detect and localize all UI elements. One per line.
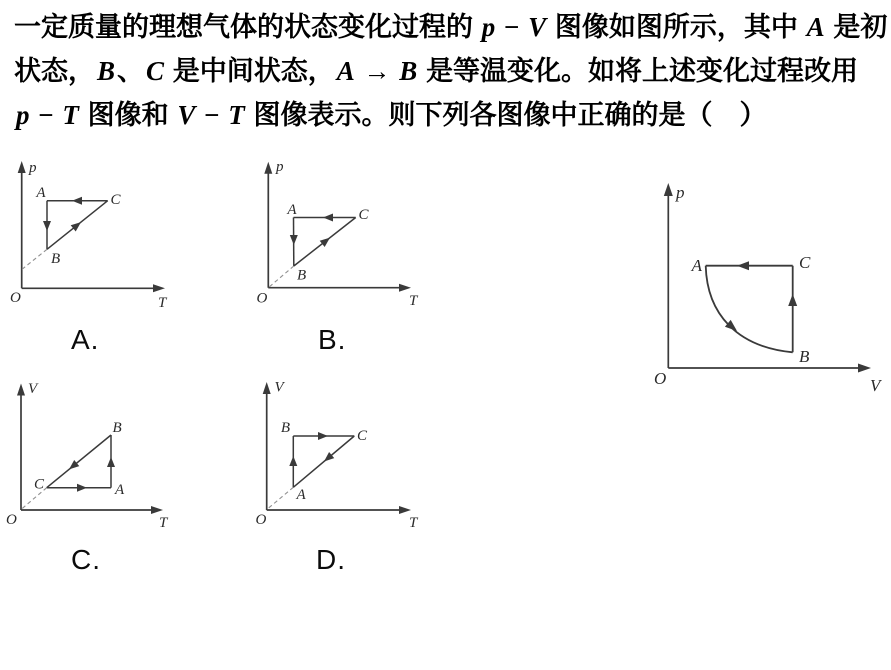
question-text-segment: 一定质量的理想气体的状态变化过程的: [14, 12, 480, 42]
question-line: [14, 5, 888, 49]
dashed-extension: [267, 487, 294, 509]
arrow-c-to-a: [323, 214, 333, 222]
point-a-label: A: [287, 202, 297, 218]
figure-option-a: [8, 152, 183, 314]
isothermal-curve-a-to-b: [706, 266, 793, 353]
x-axis-label: T: [158, 295, 167, 311]
y-axis-arrowhead: [17, 384, 25, 396]
x-axis-label: T: [409, 515, 418, 531]
point-a-label: A: [115, 482, 125, 498]
figure-option-b: [255, 152, 430, 314]
point-a-label: A: [691, 256, 702, 275]
arrow-c-to-a: [77, 484, 87, 492]
dashed-extension: [268, 266, 294, 288]
x-axis-label: V: [870, 376, 881, 395]
option-d-label: D.: [316, 544, 346, 575]
y-axis-label: p: [276, 159, 284, 175]
math-symbol: V: [528, 12, 547, 42]
arrow-a-to-b: [43, 221, 51, 231]
math-symbol: V: [177, 100, 196, 130]
math-symbol: B: [97, 56, 116, 86]
dashed-extension: [22, 249, 47, 269]
question-text-segment: 是等温变化。如将上述变化过程改用: [419, 56, 859, 86]
origin-label: O: [10, 290, 21, 306]
math-symbol: C: [146, 56, 165, 86]
arrow-c-to-a: [72, 197, 82, 205]
option-b-label: B.: [318, 324, 347, 355]
x-axis-arrowhead: [399, 284, 411, 292]
y-axis-label: p: [29, 160, 37, 176]
y-axis-label: V: [274, 379, 284, 396]
question-text-segment: −: [497, 12, 527, 42]
y-axis-arrowhead: [664, 183, 673, 196]
figure-option-c: [5, 375, 180, 535]
point-c-label: C: [357, 428, 368, 444]
segment-b-to-c: [47, 435, 111, 488]
question-text-segment: 是中间状态，: [166, 56, 335, 86]
point-c-label: C: [799, 253, 811, 272]
math-symbol: A: [336, 56, 355, 86]
question-text-segment: 图像表示。则下列各图像中正确的是（ ）: [246, 100, 767, 130]
question-text-segment: −: [31, 100, 61, 130]
math-symbol: T: [62, 100, 79, 130]
math-symbol: p: [481, 12, 496, 42]
question-text-segment: 、: [117, 56, 145, 86]
x-axis-label: T: [159, 515, 168, 531]
arrow-a-to-b: [290, 235, 298, 245]
y-axis-arrowhead: [264, 162, 272, 174]
segment-c-to-a: [293, 436, 354, 487]
point-b-label: B: [799, 347, 810, 366]
x-axis-label: T: [409, 293, 418, 309]
x-axis-arrowhead: [399, 506, 411, 514]
x-axis-arrowhead: [151, 506, 163, 514]
question-text-segment: 状态，: [14, 56, 95, 86]
origin-label: O: [654, 369, 667, 388]
point-b-label: B: [280, 420, 290, 436]
point-c-label: C: [358, 207, 369, 223]
math-symbol: A: [806, 12, 825, 42]
arrow-c-to-a: [737, 261, 749, 270]
question-text-segment: 是初: [826, 12, 888, 42]
arrow-b-to-c: [788, 294, 797, 306]
y-axis-arrowhead: [18, 161, 26, 173]
question-text-segment: 图像如图所示，其中: [548, 12, 805, 42]
point-a-label: A: [36, 185, 46, 201]
point-c-label: C: [33, 476, 44, 493]
y-axis-arrowhead: [263, 382, 271, 394]
point-b-label: B: [112, 420, 122, 436]
arrow-a-to-b: [289, 456, 297, 466]
point-b-label: B: [297, 267, 307, 284]
point-c-label: C: [110, 192, 121, 208]
origin-label: O: [6, 512, 17, 528]
option-c-label: C.: [71, 544, 101, 575]
x-axis-arrowhead: [858, 364, 871, 373]
question-text-segment: −: [197, 100, 227, 130]
y-axis-label: p: [676, 183, 685, 202]
math-symbol: T: [228, 100, 245, 130]
figure-main-pv: [645, 173, 891, 401]
question-text: [14, 5, 888, 137]
question-line: [14, 49, 880, 93]
y-axis-label: V: [28, 381, 38, 397]
math-symbol: p: [16, 100, 30, 130]
point-b-label: B: [51, 251, 61, 267]
point-a-label: A: [296, 487, 306, 503]
x-axis-arrowhead: [153, 284, 165, 292]
question-text-segment: →: [356, 56, 398, 86]
question-line: [14, 93, 880, 137]
option-a-label: A.: [71, 324, 100, 355]
origin-label: O: [256, 290, 268, 307]
math-symbol: B: [399, 56, 418, 86]
question-text-segment: 图像和: [80, 100, 176, 130]
arrow-a-to-b: [107, 457, 115, 467]
arrow-b-to-c: [318, 432, 328, 440]
origin-label: O: [255, 512, 267, 528]
figure-option-d: [255, 375, 430, 535]
